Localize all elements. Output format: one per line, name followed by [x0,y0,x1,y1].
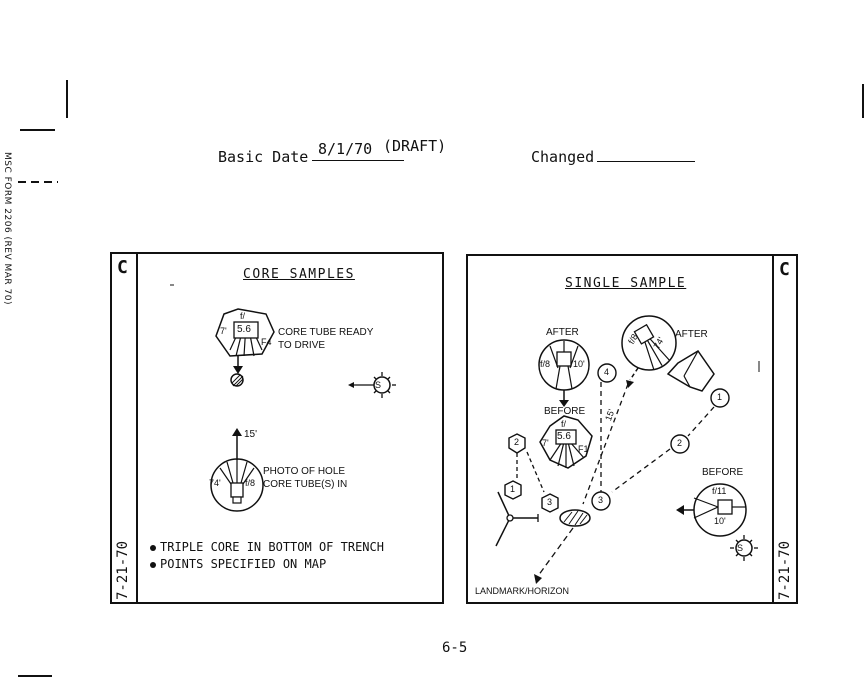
top-dial-distance: 7' [220,326,227,336]
before-center-distance: 7' [542,438,549,448]
single-sample-diagram [468,256,798,602]
hatched-sample-point [231,374,243,386]
changed-underline [597,161,695,162]
bullet-item-2: POINTS SPECIFIED ON MAP [160,557,327,571]
after-left-label: AFTER [546,327,579,338]
right-card-date: 7-21-70 [777,540,793,600]
core-tube-text-1: CORE TUBE READY [278,327,374,338]
after-right-f-stop: f/8 [626,332,640,346]
single-distance-label: 15' [603,407,617,423]
left-card-date: 7-21-70 [115,540,131,600]
before-center-aperture: 5.6 [557,431,571,442]
core-distance-label: 15' [244,429,258,440]
before-center-f-stop: F1 [578,444,589,454]
step-right-1: 1 [717,392,723,402]
sun-label: S [375,380,382,390]
step-right-3: 3 [598,495,604,505]
sun-icon [730,535,758,561]
step-left-3: 3 [547,497,553,507]
left-card-tab-letter: C [117,257,128,278]
form-number-label: MSC FORM 2206 (REV MAR 70) [2,152,12,305]
step-left-2: 2 [514,437,520,447]
step-4: 4 [604,367,610,377]
top-dial-aperture: 5.6 [237,324,251,335]
bottom-dial-distance: 74' [209,478,221,488]
core-samples-card [110,252,444,604]
draft-label: (DRAFT) [383,137,447,155]
photo-text-2: CORE TUBE(S) IN [263,479,348,490]
after-right-distance: 74' [651,335,667,351]
after-left-distance: 10' [573,359,585,369]
top-dial-f: f/ [240,311,246,321]
step-right-2: 2 [677,438,683,448]
bullet-item-1: TRIPLE CORE IN BOTTOM OF TRENCH [160,540,384,554]
photo-text-1: PHOTO OF HOLE [263,466,346,477]
core-tube-text-2: TO DRIVE [278,340,326,351]
before-right-f-stop: f/11 [712,486,727,496]
basic-date-underline [312,160,404,161]
right-sun-label: S [737,543,744,553]
basic-date-label: Basic Date [218,148,309,166]
top-dial-f-stop: F4 [261,337,272,347]
before-right-distance: 10' [714,516,726,526]
after-right-label: AFTER [675,329,708,340]
basic-date-value: 8/1/70 [318,140,373,158]
before-center-f: f/ [561,419,567,429]
single-sample-title: SINGLE SAMPLE [565,276,687,291]
changed-label: Changed [531,148,595,166]
after-left-f-stop: f/8 [540,359,551,369]
bottom-dial-f-stop: f/8 [245,478,256,488]
landmark-label: LANDMARK/HORIZON [475,586,570,596]
sample-rock [560,510,590,526]
camera-icon [668,351,714,391]
page-number: 6-5 [442,640,468,656]
core-samples-title: CORE SAMPLES [243,267,355,282]
before-right-label: BEFORE [702,467,744,478]
single-sample-card [466,254,798,604]
before-center-label: BEFORE [544,406,586,417]
right-card-tab-letter: C [779,259,790,280]
step-left-1: 1 [510,484,516,494]
gnomon-icon [496,492,538,546]
